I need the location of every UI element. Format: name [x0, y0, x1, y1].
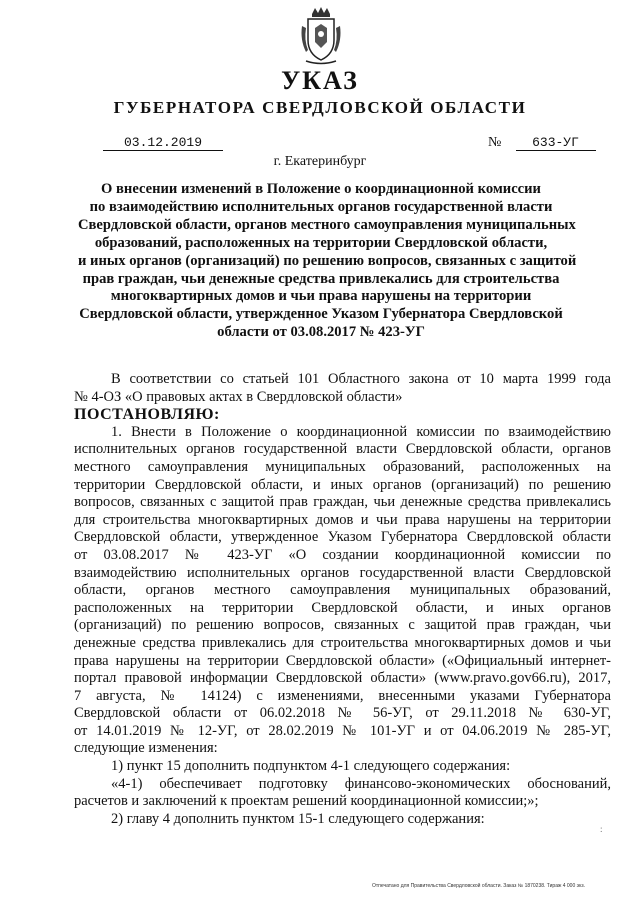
item1-line: от 14.01.2019 № 12-УГ, от 28.02.2019 № 101-УГ и от 04.06.2019 № 285-УГ,: [74, 722, 611, 739]
item1-line: области, органов местного самоуправления муниципальных образований,: [74, 582, 611, 599]
heading-line: многоквартирных домов и чьи права нарушены на территории: [110, 288, 532, 305]
document-date: 03.12.2019: [103, 136, 223, 151]
subitem-2: 2) главу 4 дополнить пунктом 15-1 следующего содержания:: [111, 810, 485, 827]
document-number-block: [488, 136, 598, 151]
document-heading: [78, 181, 577, 342]
decree-word: ПОСТАНОВЛЯЮ:: [74, 406, 220, 424]
item1-line: 1. Внести в Положение о координационной комиссии по взаимодействию: [111, 423, 611, 440]
subitem-1-quote-line: расчетов и заключений к проектам решений координационной комиссии;»;: [74, 793, 539, 810]
scan-edge-mark: :: [600, 824, 603, 834]
city-name: г. Екатеринбург: [273, 154, 367, 169]
item1-line: Свердловской области, утвержденное Указом Губернатора Свердловской области: [74, 529, 611, 546]
item1-line: следующие изменения:: [74, 740, 218, 757]
document-number: 633-УГ: [516, 136, 596, 151]
item1-line: территории Свердловской области, и иных органов (организаций) по решению: [74, 476, 611, 493]
item1-line: денежные средства привлекались для строительства многоквартирных домов и чьи: [74, 634, 611, 651]
item1-line: (организаций) по решению вопросов, связанных с защитой прав граждан, чьи: [74, 617, 611, 634]
heading-line: области от 03.08.2017 № 423-УГ: [217, 324, 425, 341]
subitem-1: 1) пункт 15 дополнить подпунктом 4-1 следующего содержания:: [111, 758, 511, 775]
document-body: [74, 371, 611, 828]
heading-line: О внесении изменений в Положение о координационной комиссии: [101, 181, 541, 197]
item1-line: расположенных на территории Свердловской области, и иных органов: [74, 599, 611, 616]
issuer-title: ГУБЕРНАТОРА СВЕРДЛОВСКОЙ ОБЛАСТИ: [113, 98, 527, 117]
item1-line: для строительства многоквартирных домов и чьи права нарушены на территории: [74, 511, 611, 528]
item1-line: вопросов, связанных с защитой прав граждан, чьи денежные средства привлекались: [74, 494, 611, 511]
coat-of-arms-emblem: [298, 6, 344, 66]
heading-line: образований, расположенных на территории Свердловской области,: [94, 234, 548, 251]
item1-line: 7 августа, № 14124) с изменениями, внесенными указами Губернатора: [74, 687, 611, 704]
item1-line: от 03.08.2017 № 423-УГ «О создании координационной комиссии по: [74, 546, 611, 563]
heading-line: прав граждан, чьи денежные средства привлекались для строительства: [82, 270, 560, 287]
heading-line: Свердловской области, утвержденное Указом Губернатора Свердловской: [79, 306, 563, 323]
item1-line: портал правовой информации Свердловской области» (www.pravo.gov66.ru), 2017,: [74, 670, 611, 687]
heading-line: Свердловской области, органов местного самоуправления муниципальных: [78, 216, 576, 233]
item1-line: права нарушены на территории Свердловской области» («Официальный интернет-: [74, 652, 611, 669]
item1-line: взаимодействию исполнительных органов государственной власти Свердловской: [74, 564, 611, 581]
heading-line: и иных органов (организаций) по решению вопросов, связанных с защитой: [78, 252, 577, 269]
preamble-line: № 4-ОЗ «О правовых актах в Свердловской области»: [74, 388, 403, 405]
number-label: №: [488, 135, 502, 150]
print-footer-note: Отпечатано для Правительства Свердловской области. Заказ № 1870238. Тираж 4 000 экз.: [372, 883, 586, 889]
document-type-title: УКАЗ: [281, 66, 359, 95]
subitem-1-quote-line: «4-1) обеспечивает подготовку финансово-экономических обоснований,: [111, 775, 611, 792]
item1-line: исполнительных органов государственной власти Свердловской области, органов: [74, 441, 611, 458]
item1-line: местного самоуправления муниципальных образований, расположенных на: [74, 458, 611, 475]
preamble-line: В соответствии со статьей 101 Областного закона от 10 марта 1999 года: [111, 371, 611, 387]
item1-line: Свердловской области от 06.02.2018 № 56-УГ, от 29.11.2018 № 630-УГ,: [74, 705, 611, 722]
heading-line: по взаимодействию исполнительных органов государственной власти: [89, 198, 553, 215]
